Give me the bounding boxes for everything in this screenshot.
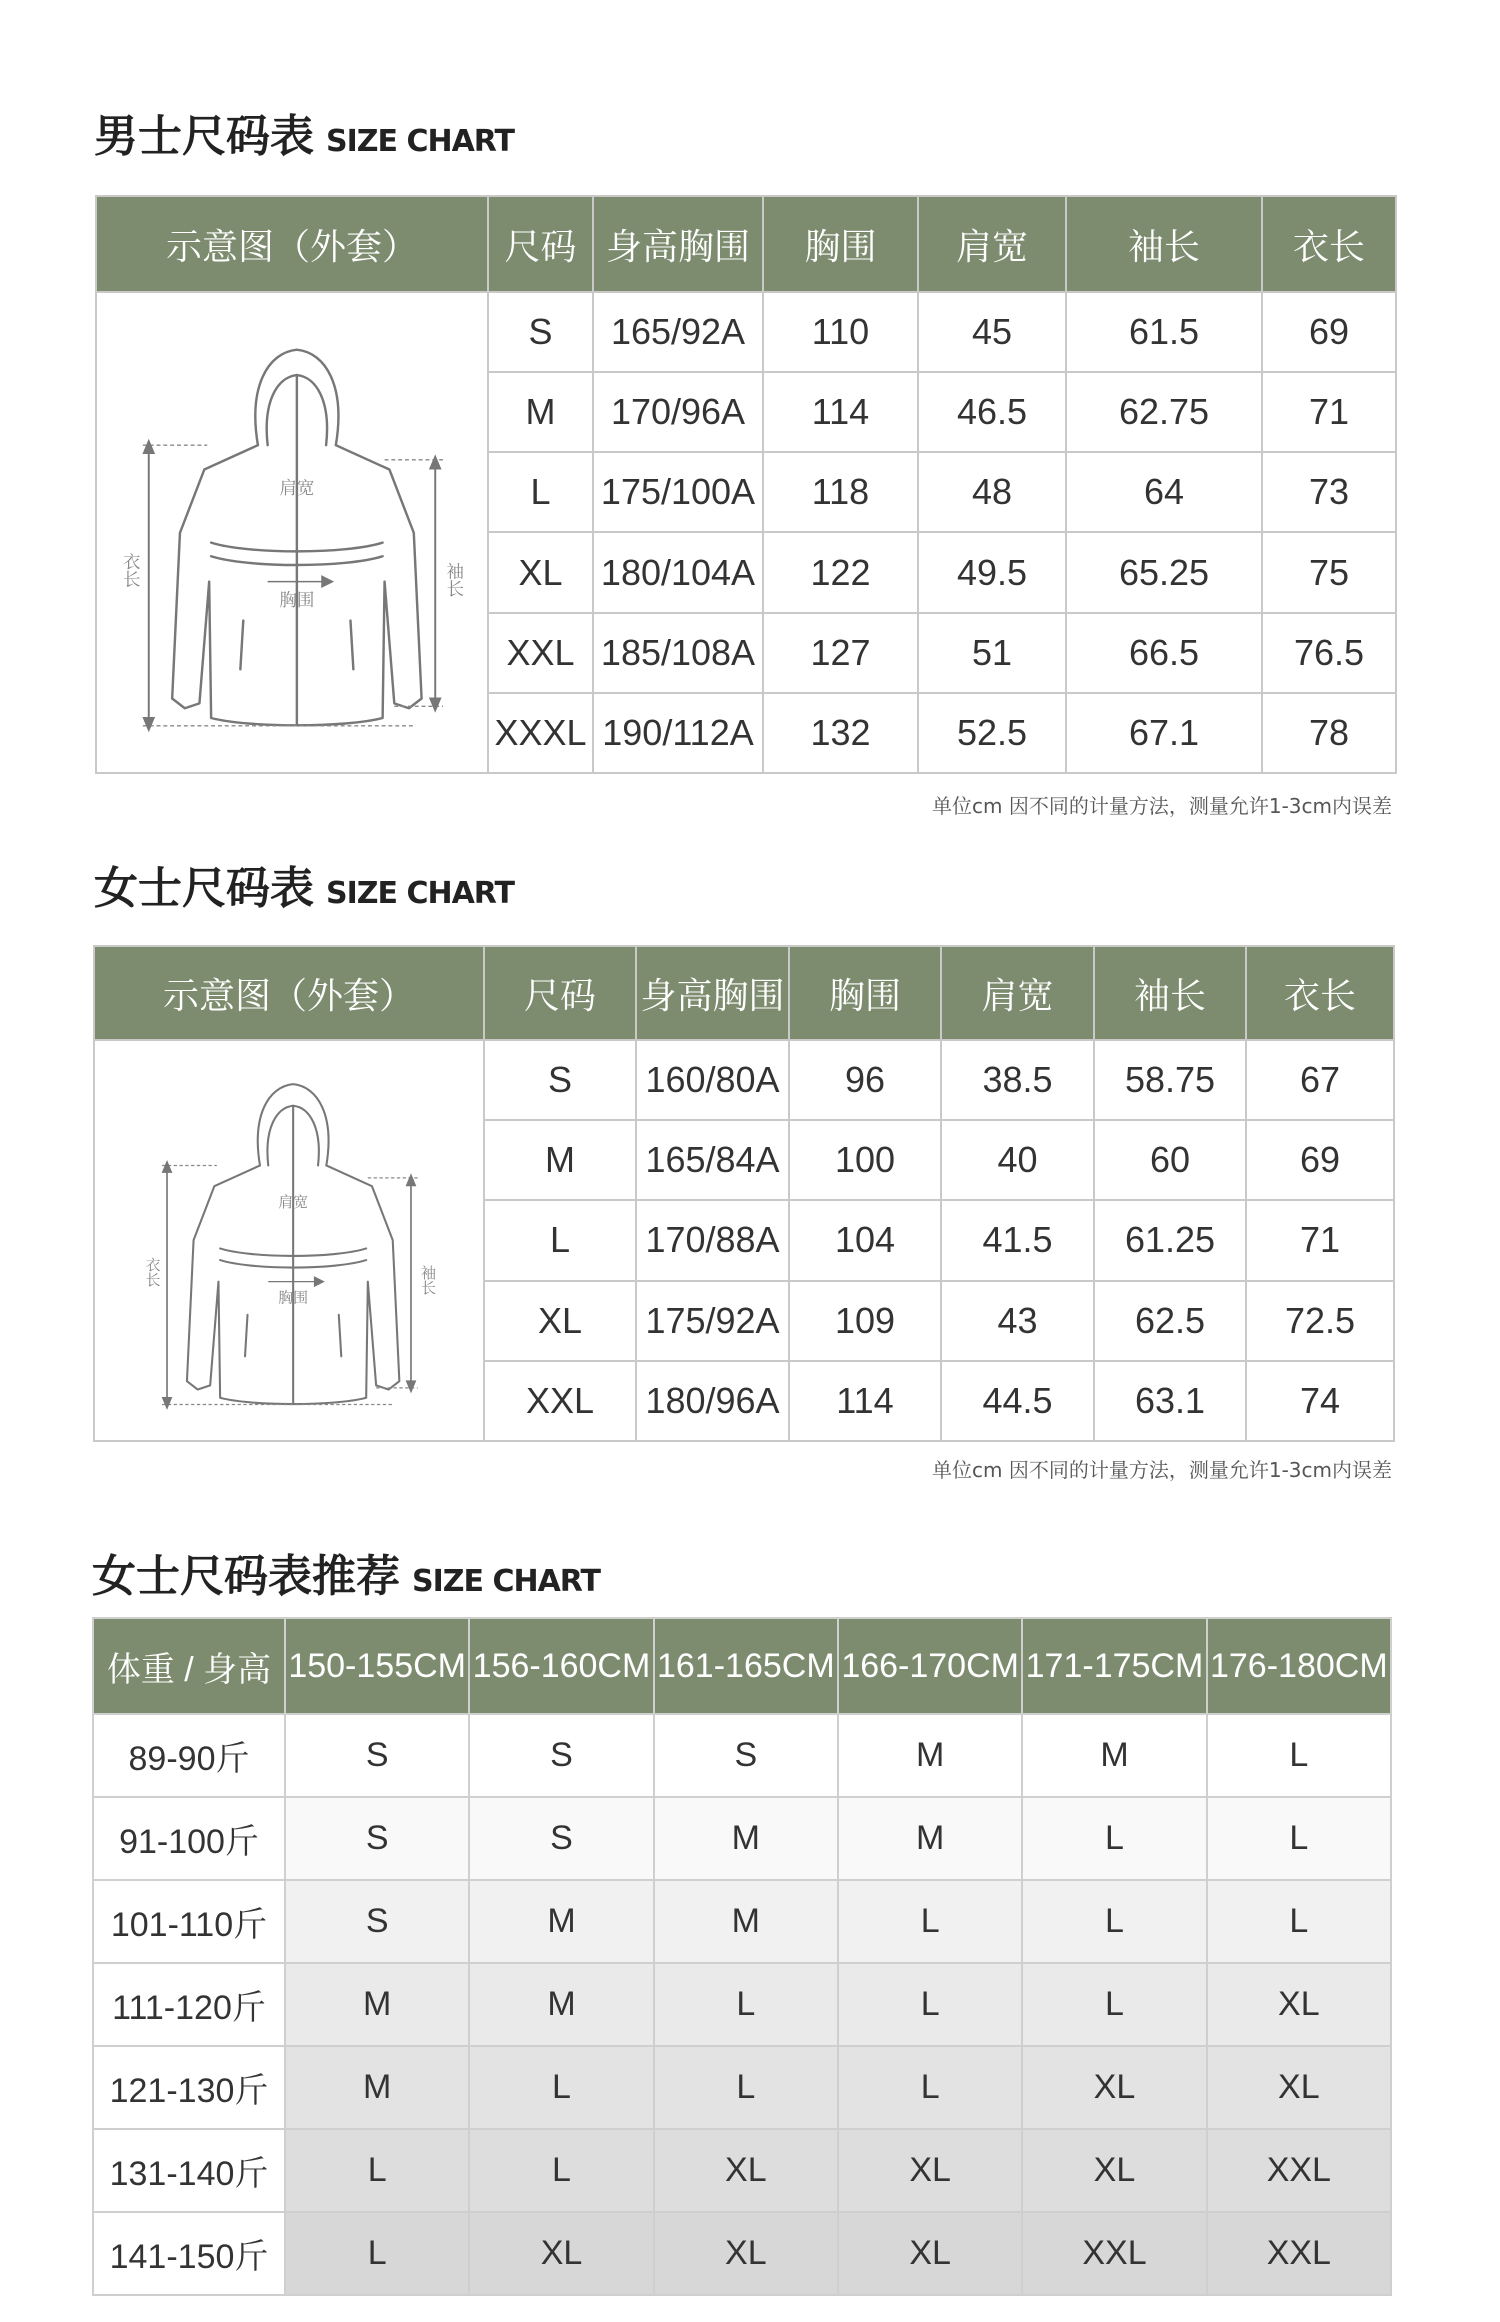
size-cell: M [285,2046,469,2129]
recommend-row [93,2212,1391,2295]
length-cell: 69 [1246,1120,1394,1200]
size-cell: XL [484,1281,636,1361]
header-diagram: 示意图（外套） [96,196,488,292]
length-cell: 76.5 [1262,613,1396,693]
size-cell: XL [469,2212,653,2295]
chest-cell: 110 [763,292,918,372]
sleeve-cell: 66.5 [1066,613,1262,693]
recommend-title: 女士尺码表推荐 SIZE CHART [92,1551,601,1602]
height-bust-cell: 180/96A [636,1361,789,1441]
size-cell: S [469,1797,653,1880]
header-height-range: 171-175CM [1022,1618,1206,1714]
shoulder-cell: 52.5 [918,693,1066,773]
header-weight-height: 体重 / 身高 [93,1618,285,1714]
size-cell: XXL [1207,2212,1391,2295]
size-row [96,292,1396,372]
diagram-shoulder-label: 肩宽 [279,477,315,498]
size-cell: XL [838,2129,1022,2212]
size-cell: XL [1022,2046,1206,2129]
sleeve-cell: 61.5 [1066,292,1262,372]
jacket-diagram [102,293,482,763]
size-cell: M [488,372,593,452]
size-cell: M [469,1963,653,2046]
size-cell: XL [838,2212,1022,2295]
size-cell: XL [1207,2046,1391,2129]
length-cell: 67 [1246,1040,1394,1120]
chest-cell: 100 [789,1120,941,1200]
length-cell: 71 [1246,1200,1394,1280]
height-bust-cell: 165/84A [636,1120,789,1200]
header-height-range: 176-180CM [1207,1618,1391,1714]
size-cell: L [838,2046,1022,2129]
size-cell: S [285,1797,469,1880]
size-cell: M [1022,1714,1206,1797]
women-note: 单位cm 因不同的计量方法，测量允许1-3cm内误差 [932,1458,1392,1482]
diagram-length-label: 衣长 [143,1256,161,1287]
chest-cell: 96 [789,1040,941,1120]
shoulder-cell: 48 [918,452,1066,532]
recommend-row [93,1797,1391,1880]
height-bust-cell: 170/88A [636,1200,789,1280]
chest-cell: 132 [763,693,918,773]
chest-cell: 122 [763,532,918,612]
shoulder-cell: 40 [941,1120,1094,1200]
weight-cell: 89-90斤 [93,1714,285,1797]
chest-cell: 104 [789,1200,941,1280]
size-cell: L [1207,1797,1391,1880]
sleeve-cell: 61.25 [1094,1200,1246,1280]
size-cell: L [285,2212,469,2295]
length-cell: 78 [1262,693,1396,773]
length-cell: 71 [1262,372,1396,452]
size-cell: XXL [1022,2212,1206,2295]
height-bust-cell: 185/108A [593,613,763,693]
recommend-row [93,1880,1391,1963]
size-cell: L [838,1880,1022,1963]
size-cell: XXXL [488,693,593,773]
chest-cell: 118 [763,452,918,532]
weight-cell: 111-120斤 [93,1963,285,2046]
men-note: 单位cm 因不同的计量方法，测量允许1-3cm内误差 [932,794,1392,818]
shoulder-cell: 45 [918,292,1066,372]
size-cell: XXL [1207,2129,1391,2212]
length-cell: 74 [1246,1361,1394,1441]
header-height-range: 166-170CM [838,1618,1022,1714]
diagram-shoulder-label: 肩宽 [278,1193,309,1211]
header-sleeve: 袖长 [1094,946,1246,1040]
chest-cell: 114 [763,372,918,452]
size-cell: S [285,1880,469,1963]
sleeve-cell: 62.75 [1066,372,1262,452]
recommend-row [93,1714,1391,1797]
weight-cell: 91-100斤 [93,1797,285,1880]
shoulder-cell: 41.5 [941,1200,1094,1280]
height-bust-cell: 175/100A [593,452,763,532]
sleeve-cell: 58.75 [1094,1040,1246,1120]
shoulder-cell: 44.5 [941,1361,1094,1441]
size-cell: M [285,1963,469,2046]
size-cell: L [285,2129,469,2212]
shoulder-cell: 46.5 [918,372,1066,452]
size-cell: XL [488,532,593,612]
size-cell: L [1022,1963,1206,2046]
sleeve-cell: 67.1 [1066,693,1262,773]
size-cell: L [654,2046,838,2129]
header-height-bust: 身高胸围 [636,946,789,1040]
header-height-range: 150-155CM [285,1618,469,1714]
size-cell: XXL [484,1361,636,1441]
size-cell: S [654,1714,838,1797]
women-title: 女士尺码表 SIZE CHART [94,863,515,914]
weight-cell: 101-110斤 [93,1880,285,1963]
size-cell: L [1207,1714,1391,1797]
size-cell: M [654,1797,838,1880]
size-cell: L [484,1200,636,1280]
diagram-cell [96,292,488,773]
size-row [94,1040,1394,1120]
weight-cell: 131-140斤 [93,2129,285,2212]
size-cell: S [484,1040,636,1120]
men-title: 男士尺码表 SIZE CHART [94,111,515,162]
diagram-cell [94,1040,484,1441]
height-bust-cell: 175/92A [636,1281,789,1361]
sleeve-cell: 64 [1066,452,1262,532]
diagram-chest-label: 胸围 [278,1289,309,1307]
size-cell: XL [654,2129,838,2212]
sleeve-cell: 63.1 [1094,1361,1246,1441]
size-cell: L [654,1963,838,2046]
length-cell: 72.5 [1246,1281,1394,1361]
size-cell: M [838,1714,1022,1797]
weight-cell: 121-130斤 [93,2046,285,2129]
header-height-range: 161-165CM [654,1618,838,1714]
size-cell: L [1022,1880,1206,1963]
header-shoulder: 肩宽 [941,946,1094,1040]
height-bust-cell: 170/96A [593,372,763,452]
size-cell: XXL [488,613,593,693]
header-length: 衣长 [1246,946,1394,1040]
sleeve-cell: 65.25 [1066,532,1262,612]
size-cell: XL [1207,1963,1391,2046]
jacket-diagram [99,1041,479,1431]
size-cell: M [838,1797,1022,1880]
chest-cell: 127 [763,613,918,693]
header-chest: 胸围 [763,196,918,292]
header-diagram: 示意图（外套） [94,946,484,1040]
shoulder-cell: 38.5 [941,1040,1094,1120]
shoulder-cell: 49.5 [918,532,1066,612]
weight-cell: 141-150斤 [93,2212,285,2295]
header-chest: 胸围 [789,946,941,1040]
shoulder-cell: 51 [918,613,1066,693]
height-bust-cell: 180/104A [593,532,763,612]
header-height-range: 156-160CM [469,1618,653,1714]
size-cell: L [488,452,593,532]
length-cell: 75 [1262,532,1396,612]
women-size-table [93,945,1395,1442]
length-cell: 69 [1262,292,1396,372]
size-cell: L [1207,1880,1391,1963]
size-cell: S [488,292,593,372]
length-cell: 73 [1262,452,1396,532]
men-size-table [95,195,1397,774]
size-cell: S [469,1714,653,1797]
size-cell: L [469,2046,653,2129]
size-cell: XL [1022,2129,1206,2212]
size-cell: S [285,1714,469,1797]
header-sleeve: 袖长 [1066,196,1262,292]
height-bust-cell: 190/112A [593,693,763,773]
size-cell: L [1022,1797,1206,1880]
recommend-row [93,2129,1391,2212]
chest-cell: 109 [789,1281,941,1361]
header-size: 尺码 [488,196,593,292]
chest-cell: 114 [789,1361,941,1441]
diagram-sleeve-label: 袖长 [444,562,465,598]
diagram-length-label: 衣长 [121,552,142,588]
size-cell: M [484,1120,636,1200]
size-cell: M [469,1880,653,1963]
sleeve-cell: 62.5 [1094,1281,1246,1361]
sleeve-cell: 60 [1094,1120,1246,1200]
size-cell: L [469,2129,653,2212]
diagram-sleeve-label: 袖长 [419,1265,437,1295]
size-cell: L [838,1963,1022,2046]
diagram-chest-label: 胸围 [279,589,315,610]
recommend-row [93,2046,1391,2129]
size-cell: M [654,1880,838,1963]
height-bust-cell: 160/80A [636,1040,789,1120]
size-cell: XL [654,2212,838,2295]
header-height-bust: 身高胸围 [593,196,763,292]
recommend-table [92,1617,1392,2296]
shoulder-cell: 43 [941,1281,1094,1361]
recommend-row [93,1963,1391,2046]
height-bust-cell: 165/92A [593,292,763,372]
header-length: 衣长 [1262,196,1396,292]
header-shoulder: 肩宽 [918,196,1066,292]
header-size: 尺码 [484,946,636,1040]
